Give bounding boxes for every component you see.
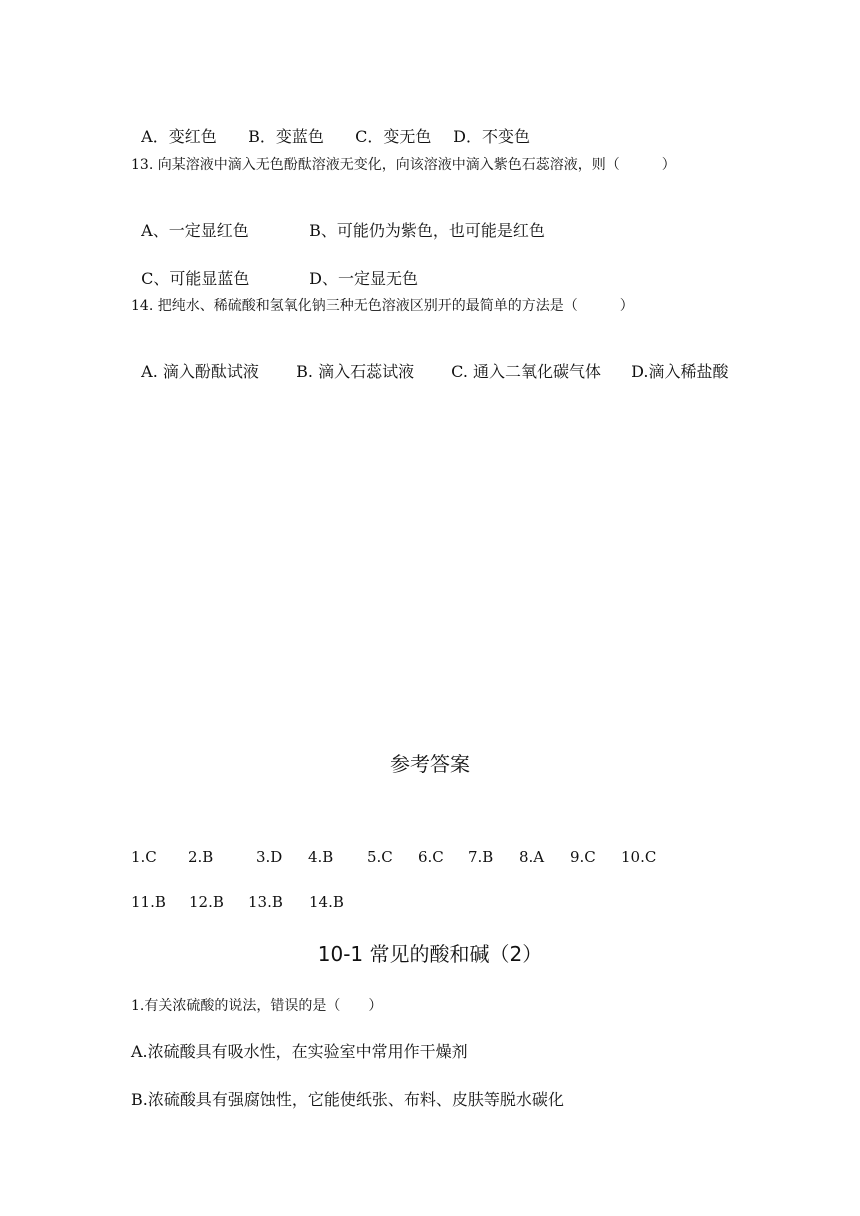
q13-options-row1 bbox=[131, 199, 545, 241]
q14-option-d: D.滴入稀盐酸 bbox=[631, 362, 729, 381]
q14-stem: 14. 把纯水、稀硫酸和氢氧化钠三种无色溶液区别开的最简单的方法是（ ） bbox=[131, 298, 634, 314]
q13-option-d: D、一定显无色 bbox=[309, 269, 419, 288]
section-title: 10-1 常见的酸和碱（2） bbox=[317, 942, 543, 966]
answer-item: 9.C bbox=[570, 848, 596, 866]
q14-option-a: A. 滴入酚酞试液 bbox=[141, 362, 259, 381]
answer-item: 8.A bbox=[519, 848, 545, 866]
answer-item: 10.C bbox=[621, 848, 657, 866]
section-q1-stem: 1.有关浓硫酸的说法，错误的是（ ） bbox=[131, 998, 383, 1014]
answer-item: 7.B bbox=[468, 848, 494, 866]
section-q1-option-a: A.浓硫酸具有吸水性，在实验室中常用作干燥剂 bbox=[131, 1042, 468, 1061]
answer-item: 1.C bbox=[131, 848, 157, 866]
q14-options bbox=[131, 340, 729, 382]
q12-option-a: A．变红色 bbox=[141, 127, 217, 146]
answer-item: 11.B bbox=[131, 893, 166, 911]
q12-option-d: D．不变色 bbox=[453, 127, 531, 146]
answer-item: 2.B bbox=[188, 848, 214, 866]
q13-option-c: C、可能显蓝色 bbox=[141, 269, 250, 288]
answer-item: 14.B bbox=[309, 893, 344, 911]
answers-row-2 bbox=[131, 893, 391, 915]
q14-option-b: B. 滴入石蕊试液 bbox=[296, 362, 415, 381]
answers-title: 参考答案 bbox=[390, 752, 470, 776]
q13-option-b: B、可能仍为紫色，也可能是红色 bbox=[309, 221, 545, 240]
answer-item: 5.C bbox=[367, 848, 393, 866]
answer-item: 3.D bbox=[256, 848, 283, 866]
answers-row-1 bbox=[131, 848, 691, 870]
q14-option-c: C. 通入二氧化碳气体 bbox=[451, 362, 602, 381]
q12-option-b: B．变蓝色 bbox=[248, 127, 324, 146]
answer-item: 12.B bbox=[189, 893, 224, 911]
answer-item: 4.B bbox=[308, 848, 334, 866]
q12-options bbox=[131, 105, 530, 147]
q13-option-a: A、一定显红色 bbox=[141, 221, 249, 240]
q12-option-c: C．变无色 bbox=[355, 127, 432, 146]
q13-stem: 13. 向某溶液中滴入无色酚酞溶液无变化，向该溶液中滴入紫色石蕊溶液，则（ ） bbox=[131, 157, 676, 173]
section-q1-option-b: B.浓硫酸具有强腐蚀性，它能使纸张、布料、皮肤等脱水碳化 bbox=[131, 1090, 564, 1109]
answer-item: 6.C bbox=[418, 848, 444, 866]
q13-options-row2 bbox=[131, 247, 418, 289]
answer-item: 13.B bbox=[248, 893, 283, 911]
